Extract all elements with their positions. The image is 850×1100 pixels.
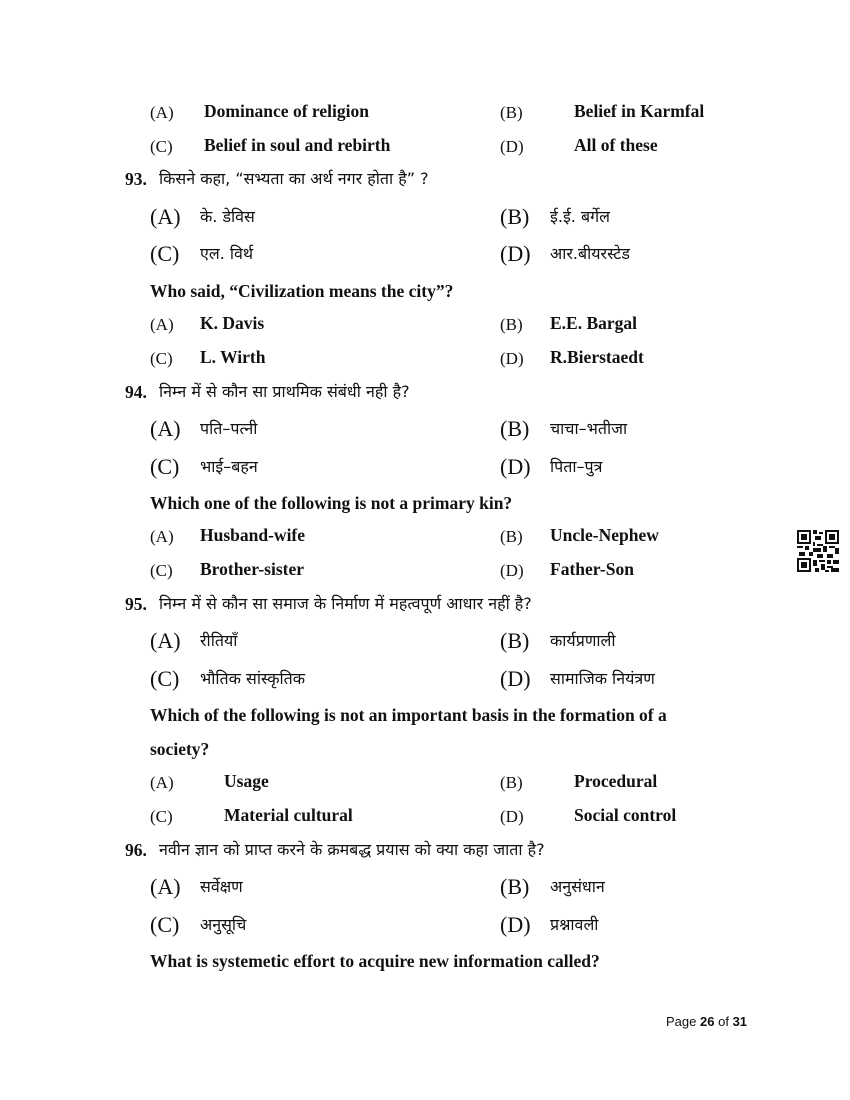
option-text: सर्वेक्षण bbox=[200, 877, 243, 896]
option-text: एल. विर्थ bbox=[200, 244, 254, 263]
option-label: (B) bbox=[500, 204, 530, 229]
footer-page-current: 26 bbox=[700, 1014, 715, 1029]
option-label: (A) bbox=[150, 628, 181, 653]
option-text: भौतिक सांस्कृतिक bbox=[200, 669, 306, 688]
option-label: (B) bbox=[500, 874, 530, 899]
option-label: (B) bbox=[500, 315, 523, 334]
option-text: प्रश्नावली bbox=[550, 915, 599, 934]
option-label: (B) bbox=[500, 416, 530, 441]
option-text: Procedural bbox=[574, 771, 658, 791]
option-label: (C) bbox=[150, 349, 173, 368]
footer-page-prefix: Page bbox=[666, 1014, 697, 1029]
option-label: (A) bbox=[150, 416, 181, 441]
question-number: 95. bbox=[125, 594, 147, 614]
option-text: के. डेविस bbox=[200, 207, 255, 226]
option-label: (C) bbox=[150, 912, 180, 937]
question-number: 96. bbox=[125, 840, 147, 860]
option-text: K. Davis bbox=[200, 313, 265, 333]
option-text: अनुसूचि bbox=[200, 915, 247, 934]
option-text: सामाजिक नियंत्रण bbox=[550, 669, 655, 688]
option-label: (B) bbox=[500, 628, 530, 653]
option-label: (B) bbox=[500, 773, 523, 792]
question-text-hindi: नवीन ज्ञान को प्राप्त करने के क्रमबद्ध प्रयास को क्या कहा जाता है? bbox=[159, 840, 545, 859]
question-text-hindi: निम्न में से कौन सा समाज के निर्माण में महत्वपूर्ण आधार नहीं है? bbox=[159, 594, 532, 613]
footer-page-total: 31 bbox=[732, 1014, 748, 1029]
option-text: R.Bierstaedt bbox=[550, 347, 644, 367]
option-label: (C) bbox=[150, 666, 180, 691]
option-text: E.E. Bargal bbox=[550, 313, 638, 333]
qr-code-icon bbox=[797, 530, 839, 572]
option-label: (A) bbox=[150, 204, 181, 229]
option-label: (D) bbox=[500, 666, 531, 691]
option-text: Material cultural bbox=[224, 805, 353, 825]
option-label: (A) bbox=[150, 315, 174, 334]
question-number: 93. bbox=[125, 169, 147, 189]
option-text: Usage bbox=[224, 771, 269, 791]
option-text: आर.बीयरस्टेड bbox=[550, 244, 630, 263]
option-label: (A) bbox=[150, 103, 174, 122]
option-label: (A) bbox=[150, 773, 174, 792]
option-text: Father-Son bbox=[550, 559, 634, 579]
question-text-english: Who said, “Civilization means the city”? bbox=[150, 281, 454, 301]
option-label: (D) bbox=[500, 454, 531, 479]
option-text: रीतियाँ bbox=[200, 631, 238, 650]
option-text: ई.ई. बर्गेल bbox=[550, 207, 610, 226]
page-footer bbox=[666, 1014, 747, 1029]
option-text: Belief in soul and rebirth bbox=[204, 135, 391, 155]
option-label: (D) bbox=[500, 561, 524, 580]
option-text: Brother-sister bbox=[200, 559, 304, 579]
question-text-hindi: किसने कहा, “सभ्यता का अर्थ नगर होता है” ? bbox=[159, 169, 429, 188]
question-text-english: Which of the following is not an important basis in the formation of a bbox=[150, 705, 667, 725]
option-text: Dominance of religion bbox=[204, 101, 369, 121]
option-text: भाई–बहन bbox=[200, 457, 258, 476]
option-label: (C) bbox=[150, 561, 173, 580]
option-label: (D) bbox=[500, 807, 524, 826]
option-text: Uncle-Nephew bbox=[550, 525, 659, 545]
option-label: (C) bbox=[150, 137, 173, 156]
option-text: L. Wirth bbox=[200, 347, 266, 367]
option-label: (A) bbox=[150, 527, 174, 546]
option-label: (B) bbox=[500, 527, 523, 546]
option-text: Social control bbox=[574, 805, 677, 825]
option-text: अनुसंधान bbox=[550, 877, 605, 896]
question-text-english-cont: society? bbox=[150, 739, 210, 759]
option-label: (C) bbox=[150, 454, 180, 479]
question-text-hindi: निम्न में से कौन सा प्राथमिक संबंधी नही है? bbox=[159, 382, 410, 401]
option-label: (D) bbox=[500, 912, 531, 937]
option-label: (B) bbox=[500, 103, 523, 122]
option-text: Husband-wife bbox=[200, 525, 306, 545]
option-text: पति–पत्नी bbox=[200, 419, 258, 438]
option-label: (D) bbox=[500, 241, 531, 266]
option-label: (A) bbox=[150, 874, 181, 899]
question-text-english: Which one of the following is not a primary kin? bbox=[150, 493, 513, 513]
question-number: 94. bbox=[125, 382, 147, 402]
footer-page-of: of bbox=[718, 1014, 729, 1029]
option-text: Belief in Karmfal bbox=[574, 101, 705, 121]
option-label: (C) bbox=[150, 807, 173, 826]
question-text-english: What is systemetic effort to acquire new information called? bbox=[150, 951, 600, 971]
option-text: पिता–पुत्र bbox=[550, 457, 603, 476]
option-label: (C) bbox=[150, 241, 180, 266]
option-label: (D) bbox=[500, 137, 524, 156]
option-text: कार्यप्रणाली bbox=[550, 631, 616, 650]
option-label: (D) bbox=[500, 349, 524, 368]
option-text: All of these bbox=[574, 135, 658, 155]
option-text: चाचा–भतीजा bbox=[550, 419, 628, 438]
